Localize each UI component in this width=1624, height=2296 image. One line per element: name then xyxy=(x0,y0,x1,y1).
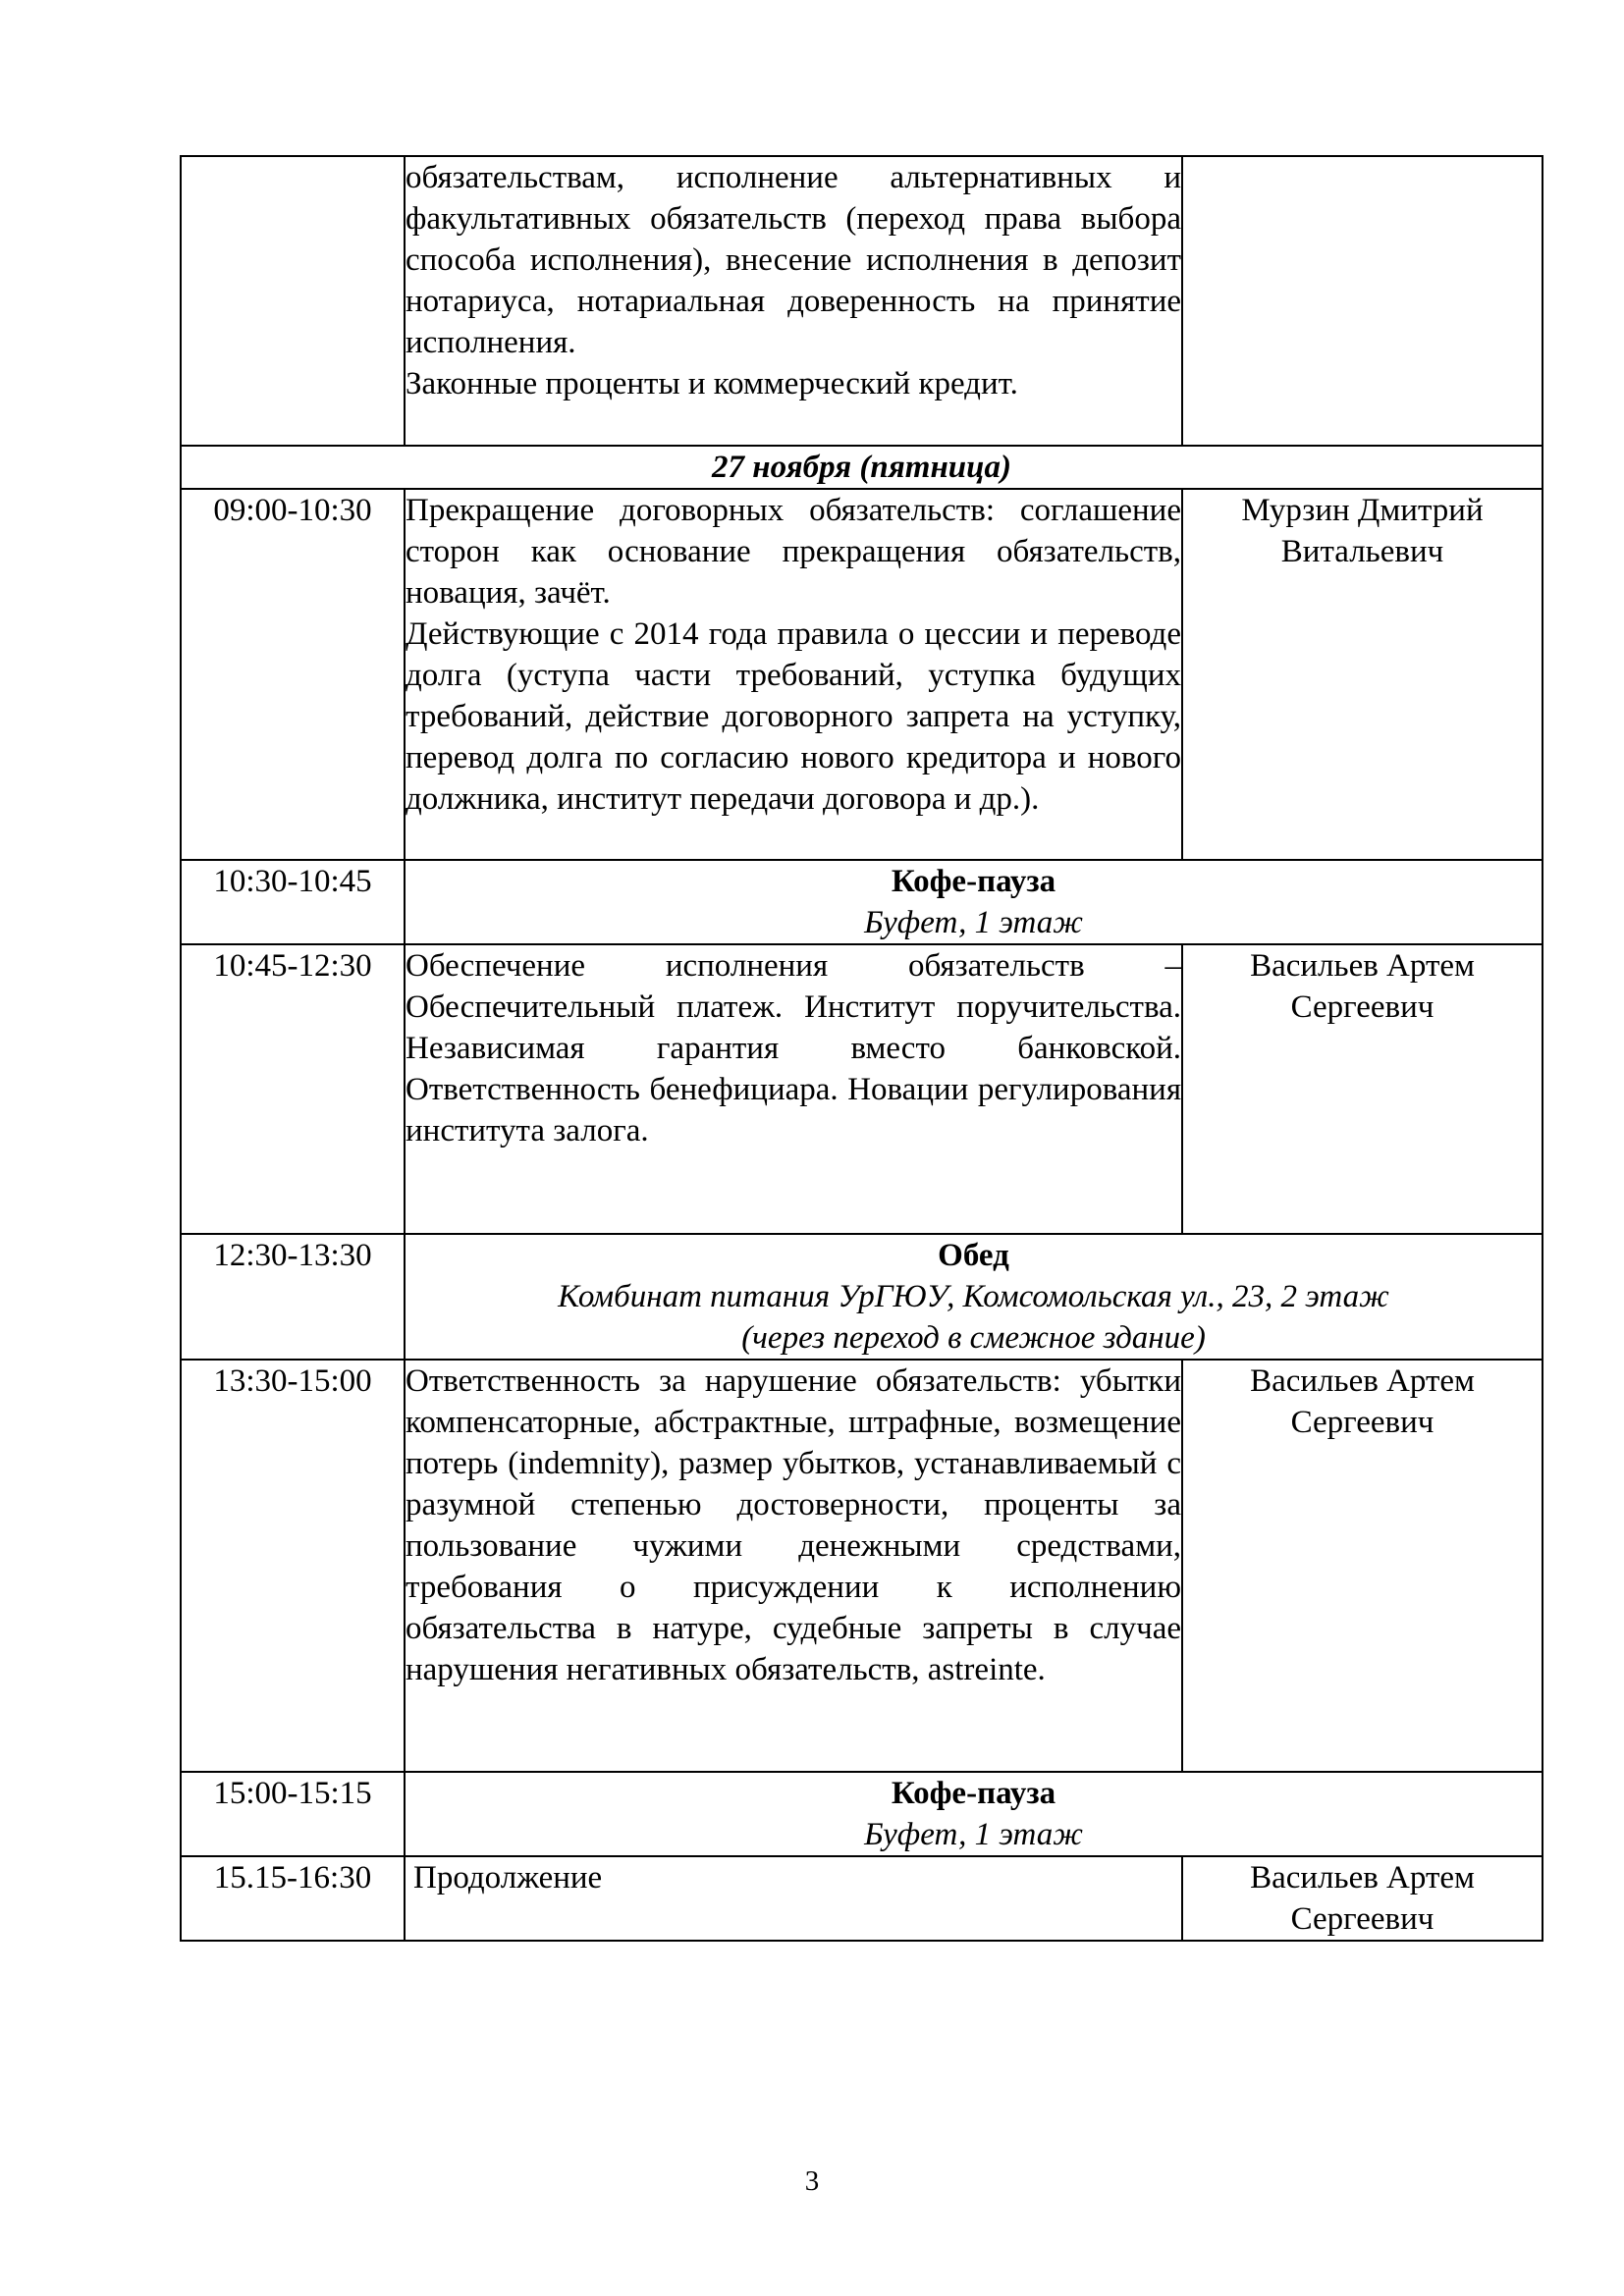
speaker-name: Васильев Артем xyxy=(1250,948,1475,984)
table-row xyxy=(181,156,1543,446)
speaker-cell xyxy=(1182,944,1543,1234)
time-cell: 12:30-13:30 xyxy=(181,1234,405,1360)
topic-cell xyxy=(405,1856,1182,1941)
schedule-table xyxy=(180,155,1543,1942)
speaker-cell xyxy=(1182,156,1543,446)
speaker-name: Мурзин Дмитрий xyxy=(1241,493,1484,528)
time-cell: 10:30-10:45 xyxy=(181,860,405,944)
time-cell: 09:00-10:30 xyxy=(181,489,405,860)
break-title: Кофе-пауза xyxy=(891,1776,1056,1811)
time-cell: 10:45-12:30 xyxy=(181,944,405,1234)
break-title: Кофе-пауза xyxy=(891,864,1056,899)
time-cell: 15.15-16:30 xyxy=(181,1856,405,1941)
speaker-name: Васильев Артем xyxy=(1250,1860,1475,1896)
topic-cell xyxy=(405,489,1182,860)
speaker-cell xyxy=(1182,489,1543,860)
speaker-cell xyxy=(1182,1360,1543,1772)
speaker-patronymic: Сергеевич xyxy=(1290,989,1435,1025)
day-header-row xyxy=(181,446,1543,489)
speaker-cell xyxy=(1182,1856,1543,1941)
break-row xyxy=(181,1234,1543,1360)
time-cell xyxy=(181,156,405,446)
page-number: 3 xyxy=(804,2165,820,2197)
speaker-patronymic: Витальевич xyxy=(1280,534,1444,569)
topic-paragraph: Прекращение договорных обязательств: соглашение сторон как основание прекращения обязательств, новация, зачёт. xyxy=(406,493,1181,611)
speaker-patronymic: Сергеевич xyxy=(1290,1405,1435,1440)
break-cell xyxy=(405,860,1543,944)
table-row xyxy=(181,489,1543,860)
time-cell: 15:00-15:15 xyxy=(181,1772,405,1856)
table-row xyxy=(181,1856,1543,1941)
topic-paragraph: Законные проценты и коммерческий кредит. xyxy=(406,366,1018,401)
speaker-patronymic: Сергеевич xyxy=(1290,1901,1435,1937)
topic-paragraph: Обеспечение исполнения обязательств – Обеспечительный платеж. Институт поручительства. Независимая гарантия вместо банковской. Ответственность бенефициара. Новации регулирования института залога. xyxy=(406,948,1181,1148)
speaker-name: Васильев Артем xyxy=(1250,1363,1475,1399)
time-cell: 13:30-15:00 xyxy=(181,1360,405,1772)
topic-cell xyxy=(405,944,1182,1234)
topic-cell xyxy=(405,1360,1182,1772)
topic-paragraph: Продолжение xyxy=(413,1860,603,1896)
break-cell xyxy=(405,1772,1543,1856)
break-location: Буфет, 1 этаж xyxy=(864,1817,1083,1852)
break-location-note: (через переход в смежное здание) xyxy=(741,1320,1206,1356)
break-location: Буфет, 1 этаж xyxy=(864,905,1083,940)
topic-cell xyxy=(405,156,1182,446)
break-row xyxy=(181,860,1543,944)
topic-paragraph: Ответственность за нарушение обязательств: убытки компенсаторные, абстрактные, штрафные, возмещение потерь (indemnity), размер убытков, устанавливаемый с разумной степенью достоверности, проценты за пользование чужими денежными средствами, требования о присуждении к исполнению обязательства в натуре, судебные запреты в случае нарушения негативных обязательств, astreinte. xyxy=(406,1363,1181,1687)
break-title: Обед xyxy=(938,1238,1009,1273)
day-header: 27 ноября (пятница) xyxy=(181,446,1543,489)
topic-paragraph: обязательствам, исполнение альтернативных и факультативных обязательств (переход права выбора способа исполнения), внесение исполнения в депозит нотариуса, нотариальная доверенность на принятие исполнения. xyxy=(406,160,1181,360)
topic-paragraph: Действующие с 2014 года правила о цессии и переводе долга (уступа части требований, уступка будущих требований, действие договорного запрета на уступку, перевод долга по согласию нового кредитора и нового должника, институт передачи договора и др.). xyxy=(406,616,1181,817)
break-row xyxy=(181,1772,1543,1856)
break-cell xyxy=(405,1234,1543,1360)
table-row xyxy=(181,1360,1543,1772)
break-location: Комбинат питания УрГЮУ, Комсомольская ул., 23, 2 этаж xyxy=(558,1279,1389,1314)
table-row xyxy=(181,944,1543,1234)
